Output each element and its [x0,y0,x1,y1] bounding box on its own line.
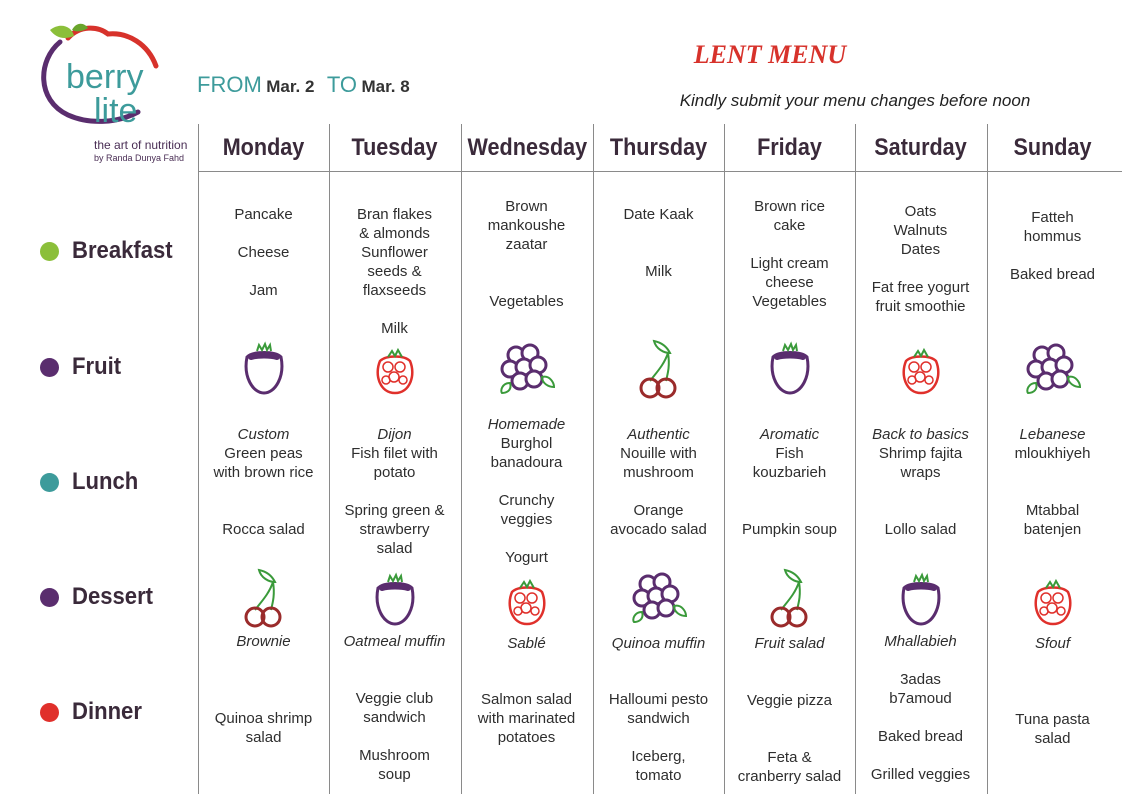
to-label: TO [326,72,358,97]
dessert-name: Brownie [236,633,291,650]
dessert-name: Sablé [507,635,546,652]
dessert-thursday [593,634,724,653]
breakfast-monday-line: Cheese [237,244,290,261]
dinner-monday [198,709,329,747]
lunch-line: strawberry [359,521,430,538]
line-gap [855,259,986,278]
dinner-tuesday-line: Mushroom [359,747,430,764]
lunch-friday [724,425,855,539]
lunch-line: Orange [633,502,684,519]
breakfast-friday-line: Vegetables [752,293,827,310]
lunch-line: Lollo salad [884,521,957,538]
breakfast-saturday-line: Walnuts [893,222,948,239]
dinner-friday-line: cranberry salad [737,768,842,785]
line-gap [329,727,460,746]
lunch-line: Crunchy [498,492,555,509]
line-gap [724,235,855,254]
dinner-thursday-line: Iceberg, [631,748,686,765]
raspberry-icon [1018,566,1088,636]
breakfast-saturday-line: Oats [904,203,937,220]
breakfast-tuesday-line: Bran flakes [356,206,433,223]
lunch-line: Yogurt [505,549,548,566]
breakfast-tuesday-line: flaxseeds [362,282,427,299]
dinner-friday [724,691,855,786]
date-range [197,72,410,98]
dinner-saturday [855,670,986,784]
dinner-sunday-line: Tuna pasta [1015,711,1090,728]
logo-byline: by Randa Dunya Fahd [94,153,185,163]
to-date: Mar. 8 [361,77,410,96]
breakfast-thursday-line: Date Kaak [623,206,694,223]
meal-dot-icon [40,588,59,607]
lunch-line: Burghol [500,435,553,452]
lunch-line: mushroom [623,464,694,481]
dessert-name: Fruit salad [754,635,825,652]
lunch-line: Mtabbal [1025,502,1080,519]
breakfast-saturday-line: Fat free yogurt [871,279,970,296]
from-date: Mar. 2 [266,77,315,96]
breakfast-tuesday [329,205,460,338]
lunch-thursday [593,425,724,539]
day-header-friday: Friday [757,134,822,161]
breakfast-wednesday [461,197,592,311]
line-gap [329,300,460,319]
lunch-tuesday [329,425,460,558]
dessert-sunday [987,634,1118,653]
dessert-wednesday [461,634,592,653]
logo-word-berry: berry [66,58,144,96]
dessert-monday [198,632,329,651]
meal-label-text: Lunch [72,468,139,495]
cherry-icon [229,562,299,632]
dessert-friday [724,634,855,653]
lunch-line: Shrimp fajita [878,445,963,462]
raspberry-icon [492,566,562,636]
dinner-saturday-line: Grilled veggies [870,766,971,783]
berrylite-logo [28,20,188,170]
logo-tagline: the art of nutrition [94,138,188,152]
blackberry-icon [1018,333,1088,403]
lunch-wednesday [461,415,592,567]
meal-label-text: Dessert [72,583,154,610]
lunch-line: with brown rice [213,464,314,481]
dinner-friday-line: Veggie pizza [746,692,833,709]
dinner-monday-line: Quinoa shrimp [214,710,313,727]
line-gap [855,501,986,520]
logo-word-lite: lite [94,92,138,130]
dessert-name: Oatmeal muffin [343,633,446,650]
dinner-thursday [593,690,724,785]
dinner-sunday-line: salad [1034,730,1071,747]
lunch-line: Pumpkin soup [741,521,838,538]
line-gap [329,482,460,501]
day-header-monday: Monday [222,134,305,161]
dinner-thursday-line: Halloumi pesto [608,691,709,708]
line-gap [198,501,329,520]
lunch-line: potato [373,464,416,481]
lunch-line: veggies [500,511,553,528]
day-header-wednesday: Wednesday [467,134,588,161]
meal-label-text: Dinner [72,698,142,725]
day-header-tuesday: Tuesday [351,134,438,161]
breakfast-monday-line: Pancake [234,206,293,223]
line-gap [987,463,1118,482]
meal-label-breakfast [40,236,181,266]
breakfast-friday-line: Brown rice [754,198,825,215]
lunch-line: wraps [900,464,941,481]
dinner-wednesday-line: potatoes [497,729,556,746]
lunch-line: salad [376,540,413,557]
raspberry-icon [360,335,430,405]
cherry-icon [624,333,694,403]
breakfast-friday-line: cake [773,217,806,234]
line-gap [724,501,855,520]
breakfast-wednesday-line: zaatar [505,236,548,253]
breakfast-wednesday-line: Vegetables [489,293,564,310]
dessert-tuesday [329,632,460,651]
raspberry-icon [886,335,956,405]
from-label: FROM [197,72,262,97]
lunch-line: banadoura [490,454,563,471]
breakfast-sunday-line: Baked bread [1009,266,1096,283]
meal-label-lunch [40,467,144,497]
day-header-sunday: Sunday [1013,134,1092,161]
menu-title: LENT MENU [693,40,847,69]
dinner-friday-line: Feta & [767,749,812,766]
line-gap [593,243,724,262]
breakfast-sunday-line: hommus [1023,228,1082,245]
breakfast-tuesday-line: & almonds [359,225,430,242]
breakfast-saturday [855,202,986,316]
dinner-thursday-line: tomato [635,767,682,784]
line-gap [724,710,855,729]
lunch-dish-style: Custom [237,426,290,443]
dinner-tuesday-line: soup [378,766,411,783]
meal-label-dinner [40,697,148,727]
line-gap [855,482,986,501]
breakfast-friday [724,197,855,311]
breakfast-tuesday-line: seeds & [367,263,422,280]
breakfast-thursday-line: Milk [645,263,672,280]
dinner-wednesday [461,690,592,747]
lunch-line: Fish filet with [351,445,438,462]
lunch-line: batenjen [1023,521,1082,538]
blackberry-icon [624,562,694,632]
lunch-line: Green peas [224,445,303,462]
dinner-tuesday-line: Veggie club [355,690,434,707]
fig-icon [755,335,825,405]
lunch-dish-style: Dijon [377,426,412,443]
lunch-saturday [855,425,986,539]
line-gap [724,482,855,501]
meal-label-text: Breakfast [72,237,173,264]
line-gap [198,262,329,281]
meal-dot-icon [40,473,59,492]
line-gap [198,482,329,501]
lunch-line: Fish [775,445,804,462]
line-gap [987,246,1118,265]
fig-icon [229,335,299,405]
fig-icon [886,566,956,636]
line-gap [461,273,592,292]
meal-dot-icon [40,358,59,377]
breakfast-saturday-line: fruit smoothie [875,298,966,315]
lunch-dish-style: Lebanese [1019,426,1086,443]
line-gap [987,482,1118,501]
breakfast-wednesday-line: Brown [505,198,548,215]
breakfast-thursday [593,205,724,281]
line-gap [593,728,724,747]
line-gap [855,746,986,765]
meal-label-dessert [40,582,160,612]
line-gap [593,482,724,501]
dinner-thursday-line: sandwich [627,710,690,727]
breakfast-monday [198,205,329,300]
lunch-sunday [987,425,1118,539]
breakfast-friday-line: cheese [765,274,814,291]
line-gap [461,529,592,548]
dinner-wednesday-line: Salmon salad [481,691,572,708]
line-gap [855,708,986,727]
breakfast-monday-line: Jam [249,282,278,299]
lunch-line: kouzbarieh [752,464,827,481]
dessert-saturday [855,632,986,651]
lunch-line: Spring green & [344,502,445,519]
day-header-saturday: Saturday [874,134,967,161]
lunch-line: Nouille with [620,445,697,462]
cherry-icon [755,562,825,632]
lunch-line: avocado salad [610,521,707,538]
line-gap [593,224,724,243]
dinner-saturday-line: b7amoud [889,690,952,707]
line-gap [461,254,592,273]
lunch-dish-style: Aromatic [759,426,820,443]
submission-notice: Kindly submit your menu changes before noon [679,91,1031,110]
fig-icon [360,566,430,636]
line-gap [724,729,855,748]
meal-label-text: Fruit [72,353,122,380]
lunch-dish-style: Back to basics [872,426,969,443]
breakfast-saturday-line: Dates [900,241,941,258]
meal-dot-icon [40,703,59,722]
dessert-name: Sfouf [1034,635,1071,652]
breakfast-friday-line: Light cream [750,255,829,272]
dinner-monday-line: salad [245,729,282,746]
dinner-tuesday-line: sandwich [363,709,426,726]
lunch-line: mloukhiyeh [1014,445,1091,462]
breakfast-tuesday-line: Sunflower [361,244,428,261]
dessert-name: Quinoa muffin [611,635,706,652]
breakfast-sunday-line: Fatteh [1031,209,1074,226]
breakfast-tuesday-line: Milk [381,320,408,337]
dinner-sunday [987,710,1118,748]
breakfast-wednesday-line: mankoushe [487,217,566,234]
line-gap [198,224,329,243]
header-divider [198,171,1122,172]
dinner-saturday-line: 3adas [900,671,941,688]
day-header-thursday: Thursday [609,134,708,161]
blackberry-icon [492,333,562,403]
line-gap [461,472,592,491]
meal-dot-icon [40,242,59,261]
breakfast-sunday [987,208,1118,284]
dinner-saturday-line: Baked bread [877,728,964,745]
dessert-name: Mhallabieh [884,633,957,650]
lunch-monday [198,425,329,539]
lunch-dish-style: Authentic [627,426,690,443]
lunch-line: Rocca salad [222,521,305,538]
dinner-wednesday-line: with marinated [477,710,576,727]
lunch-dish-style: Homemade [487,416,566,433]
meal-label-fruit [40,352,125,382]
dinner-tuesday [329,689,460,784]
